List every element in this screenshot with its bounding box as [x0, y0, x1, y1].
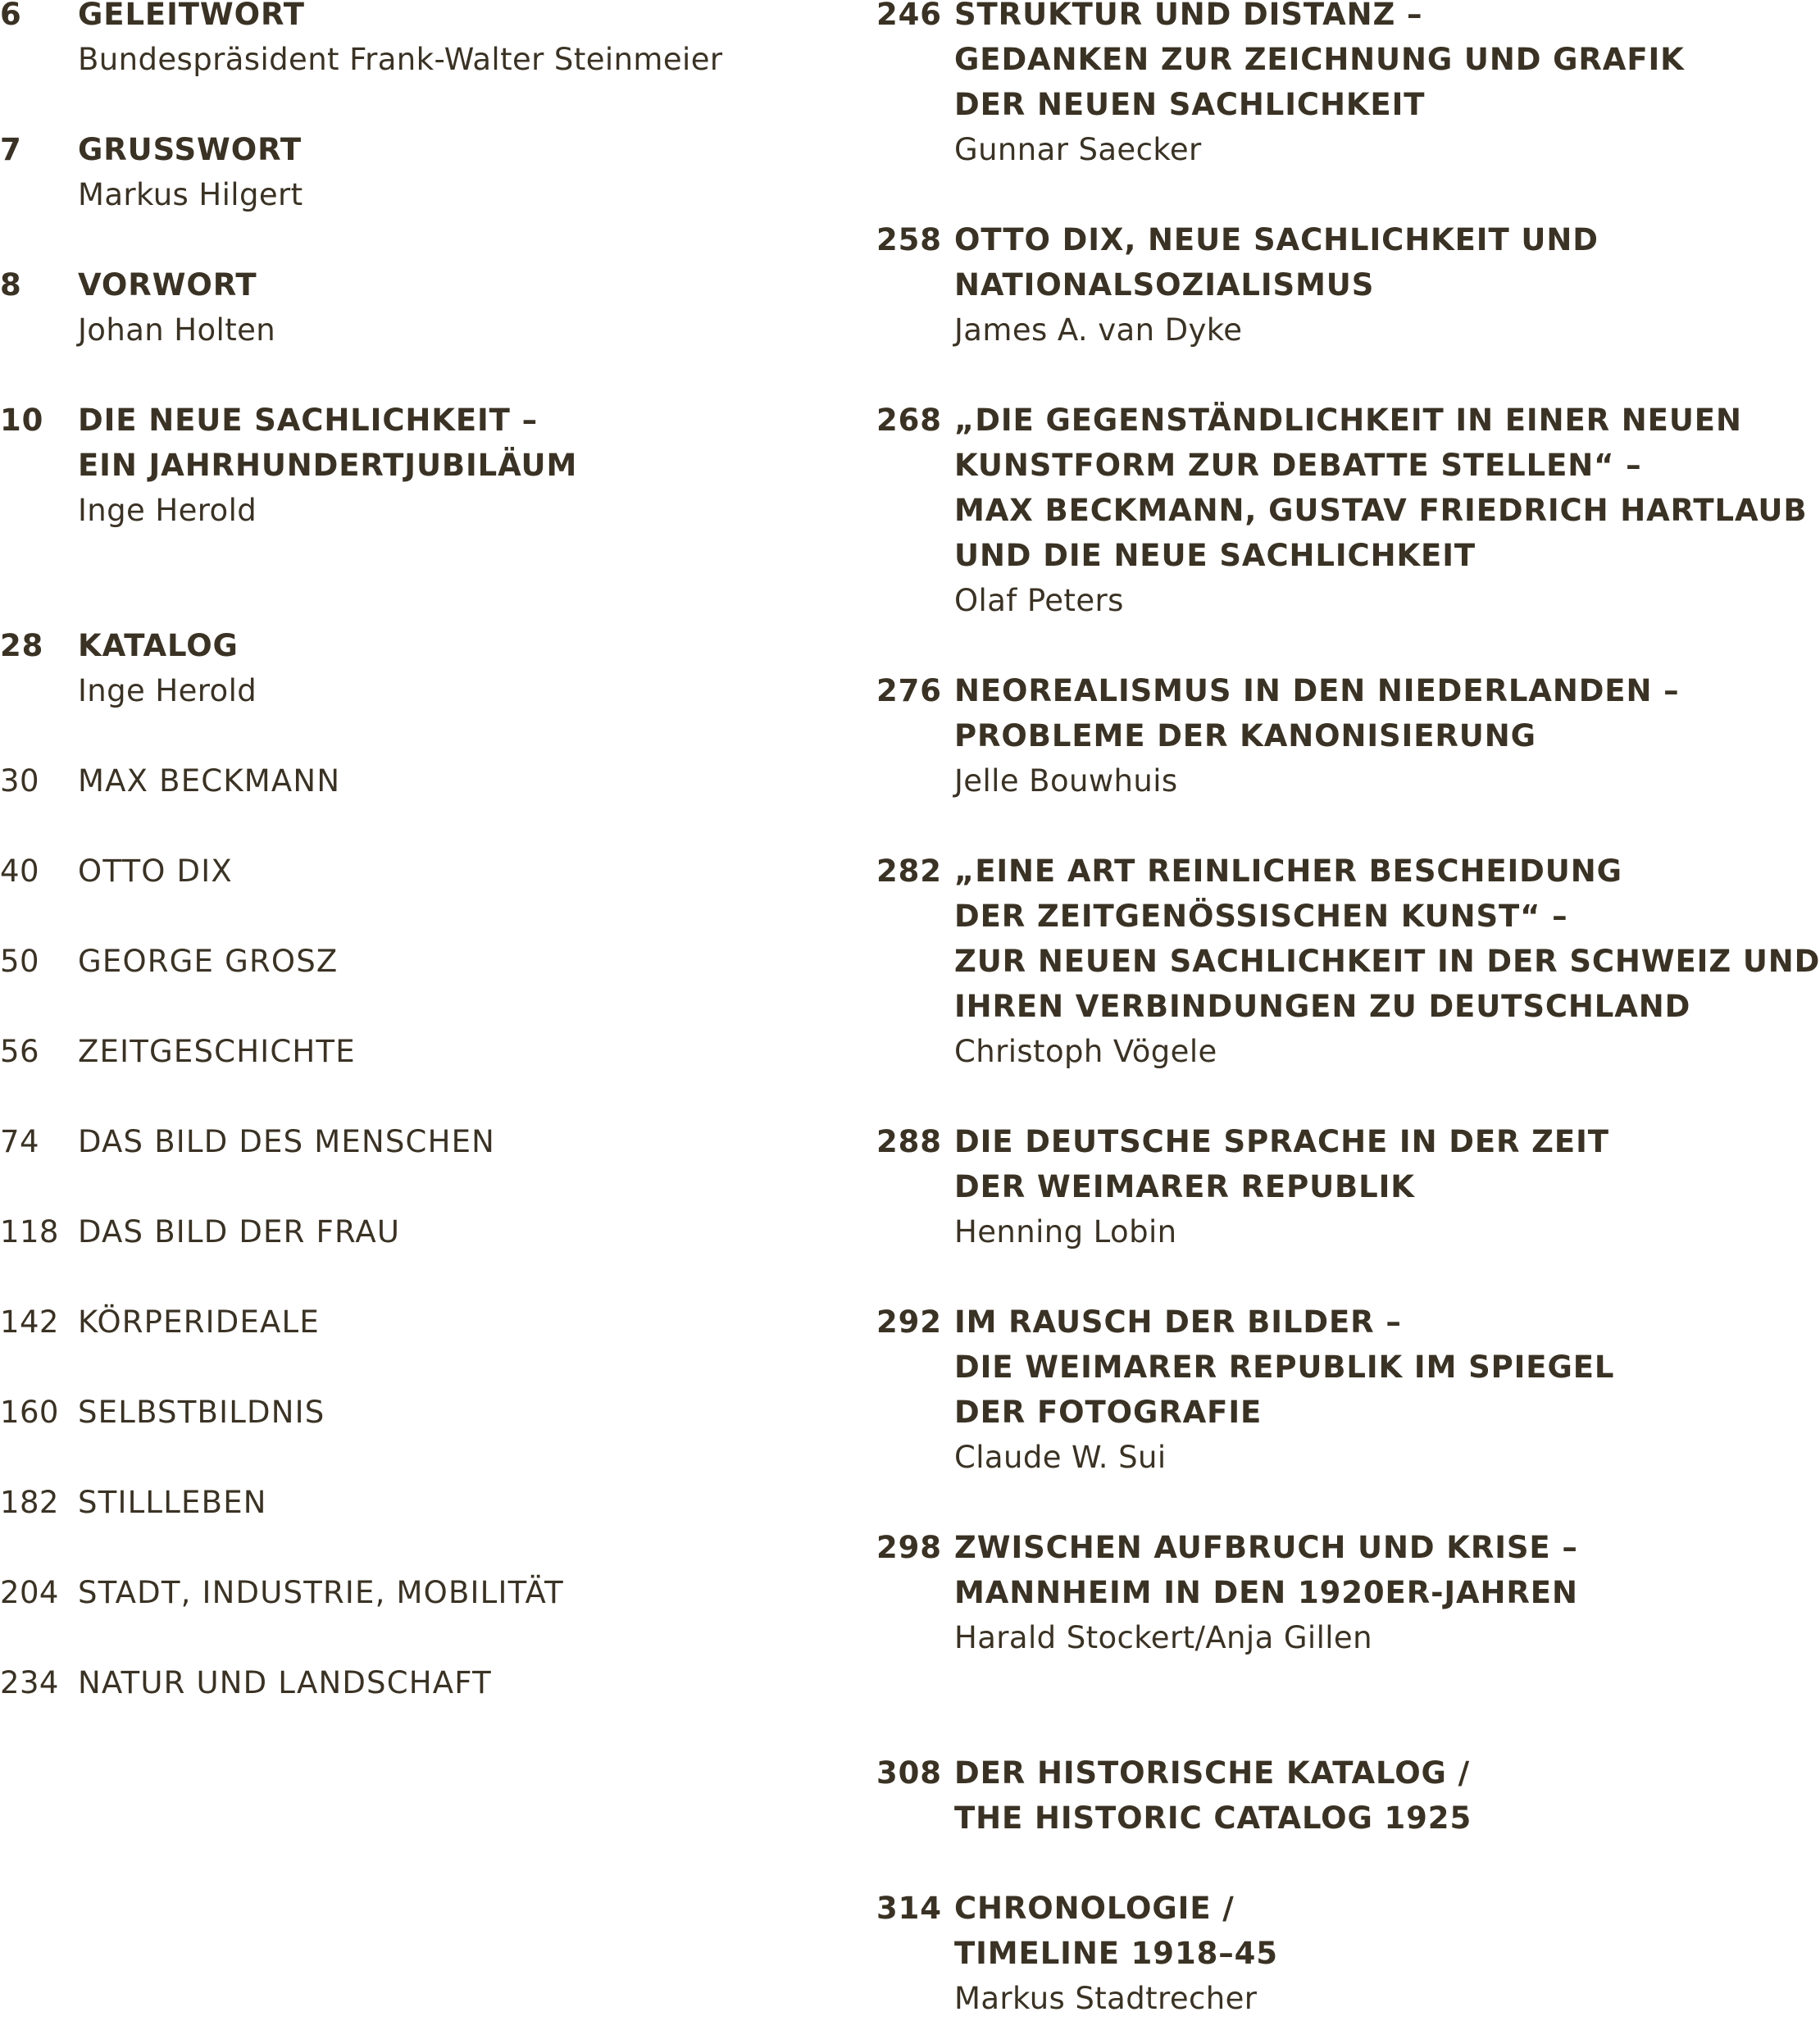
entry-title-line: GEDANKEN ZUR ZEICHNUNG UND GRAFIK: [954, 42, 1685, 77]
entry-title-line: DER WEIMARER REPUBLIK: [954, 1169, 1415, 1204]
page-number: 258: [876, 222, 942, 257]
section-title: STADT, INDUSTRIE, MOBILITÄT: [78, 1575, 564, 1610]
entry-title-line: STRUKTUR UND DISTANZ –: [954, 0, 1423, 32]
entry-title-line: IHREN VERBINDUNGEN ZU DEUTSCHLAND: [954, 989, 1691, 1024]
entry-author: Bundespräsident Frank-Walter Steinmeier: [78, 42, 723, 77]
entry-title-line: CHRONOLOGIE /: [954, 1891, 1235, 1926]
entry-author: Markus Stadtrecher: [954, 1981, 1258, 2016]
entry-title-line: DIE NEUE SACHLICHKEIT –: [78, 403, 538, 438]
entry-title-line: IM RAUSCH DER BILDER –: [954, 1304, 1402, 1340]
entry-title-line: GRUSSWORT: [78, 132, 302, 167]
page-number: 276: [876, 673, 942, 708]
section-title: MAX BECKMANN: [78, 763, 341, 799]
page-number: 56: [0, 1034, 39, 1069]
section-title: KÖRPERIDEALE: [78, 1304, 320, 1340]
entry-title-line: KATALOG: [78, 628, 239, 663]
page-number: 10: [0, 403, 44, 438]
entry-title-line: DER HISTORISCHE KATALOG /: [954, 1755, 1471, 1791]
page-number: 182: [0, 1485, 59, 1520]
entry-body: [78, 939, 820, 984]
entry-title-line: ZUR NEUEN SACHLICHKEIT IN DER SCHWEIZ UND: [954, 944, 1820, 979]
entry-body: [78, 1480, 820, 1525]
entry-body: [78, 1209, 820, 1254]
entry-author: Henning Lobin: [954, 1214, 1177, 1249]
entry-title-line: OTTO DIX, NEUE SACHLICHKEIT UND: [954, 222, 1599, 257]
page-number: 234: [0, 1665, 59, 1700]
page-number: 6: [0, 0, 22, 32]
entry-author: Gunnar Saecker: [954, 132, 1202, 167]
entry-title-line: TIMELINE 1918–45: [954, 1936, 1278, 1971]
entry-author: Inge Herold: [78, 673, 257, 708]
entry-author: Inge Herold: [78, 493, 257, 528]
entry-title-line: PROBLEME DER KANONISIERUNG: [954, 718, 1536, 753]
entry-author: Markus Hilgert: [78, 177, 303, 212]
page-number: 7: [0, 132, 22, 167]
page-number: 268: [876, 403, 942, 438]
section-title: GEORGE GROSZ: [78, 944, 339, 979]
page-number: 314: [876, 1891, 942, 1926]
entry-title-line: NATIONALSOZIALISMUS: [954, 267, 1375, 303]
page-number: 40: [0, 853, 39, 889]
page-number: 160: [0, 1395, 59, 1430]
section-title: DAS BILD DER FRAU: [78, 1214, 401, 1249]
entry-author: James A. van Dyke: [954, 312, 1243, 348]
entry-body: [78, 1029, 820, 1074]
entry-body: [954, 1750, 1680, 1841]
entry-body: [78, 849, 820, 894]
entry-title-line: UND DIE NEUE SACHLICHKEIT: [954, 538, 1476, 573]
entry-body: [954, 668, 1680, 803]
entry-body: [78, 758, 820, 803]
entry-body: [954, 398, 1808, 623]
page-number: 118: [0, 1214, 59, 1249]
entry-body: [78, 1570, 820, 1615]
section-title: DAS BILD DES MENSCHEN: [78, 1124, 496, 1159]
entry-title-line: DIE WEIMARER REPUBLIK IM SPIEGEL: [954, 1350, 1615, 1385]
page-number: 282: [876, 853, 942, 889]
entry-title-line: KUNSTFORM ZUR DEBATTE STELLEN“ –: [954, 448, 1642, 483]
entry-body: [954, 849, 1820, 1074]
entry-body: [78, 1119, 820, 1164]
entry-body: [954, 217, 1680, 353]
page-number: 246: [876, 0, 942, 32]
entry-title-line: THE HISTORIC CATALOG 1925: [954, 1800, 1472, 1836]
page-number: 30: [0, 763, 39, 799]
entry-body: [954, 1300, 1680, 1480]
entry-body: [78, 1660, 820, 1705]
entry-title-line: DER ZEITGENÖSSISCHEN KUNST“ –: [954, 899, 1568, 934]
entry-author: Claude W. Sui: [954, 1440, 1167, 1475]
entry-author: Harald Stockert/Anja Gillen: [954, 1620, 1372, 1655]
section-title: STILLLEBEN: [78, 1485, 267, 1520]
entry-body: [78, 0, 820, 82]
page-number: 28: [0, 628, 44, 663]
entry-author: Olaf Peters: [954, 583, 1124, 618]
entry-body: [78, 262, 820, 353]
page-number: 50: [0, 944, 39, 979]
entry-body: [954, 1886, 1680, 2021]
entry-title-line: DER FOTOGRAFIE: [954, 1395, 1263, 1430]
entry-title-line: GELEITWORT: [78, 0, 305, 32]
section-title: SELBSTBILDNIS: [78, 1395, 325, 1430]
entry-title-line: DIE DEUTSCHE SPRACHE IN DER ZEIT: [954, 1124, 1609, 1159]
page-number: 142: [0, 1304, 59, 1340]
page-number: 8: [0, 267, 22, 303]
entry-body: [78, 127, 820, 217]
entry-body: [954, 1119, 1680, 1254]
entry-title-line: NEOREALISMUS IN DEN NIEDERLANDEN –: [954, 673, 1680, 708]
page-number: 288: [876, 1124, 942, 1159]
entry-author: Christoph Vögele: [954, 1034, 1217, 1069]
section-title: NATUR UND LANDSCHAFT: [78, 1665, 492, 1700]
entry-body: [78, 398, 820, 533]
page-number: 292: [876, 1304, 942, 1340]
entry-author: Johan Holten: [78, 312, 276, 348]
page-number: 204: [0, 1575, 59, 1610]
entry-title-line: MANNHEIM IN DEN 1920ER-JAHREN: [954, 1575, 1578, 1610]
entry-title-line: MAX BECKMANN, GUSTAV FRIEDRICH HARTLAUB: [954, 493, 1808, 528]
entry-title-line: „DIE GEGENSTÄNDLICHKEIT IN EINER NEUEN: [954, 403, 1742, 438]
entry-author: Jelle Bouwhuis: [954, 763, 1178, 799]
entry-title-line: VORWORT: [78, 267, 257, 303]
entry-title-line: EIN JAHRHUNDERTJUBILÄUM: [78, 448, 578, 483]
page-number: 298: [876, 1530, 942, 1565]
entry-body: [954, 1525, 1680, 1660]
page-number: 74: [0, 1124, 39, 1159]
entry-body: [954, 0, 1685, 172]
page-number: 308: [876, 1755, 942, 1791]
section-title: OTTO DIX: [78, 853, 233, 889]
entry-body: [78, 623, 820, 713]
entry-title-line: ZWISCHEN AUFBRUCH UND KRISE –: [954, 1530, 1578, 1565]
entry-title-line: „EINE ART REINLICHER BESCHEIDUNG: [954, 853, 1622, 889]
entry-title-line: DER NEUEN SACHLICHKEIT: [954, 87, 1426, 122]
entry-body: [78, 1390, 820, 1435]
entry-body: [78, 1300, 820, 1345]
section-title: ZEITGESCHICHTE: [78, 1034, 356, 1069]
